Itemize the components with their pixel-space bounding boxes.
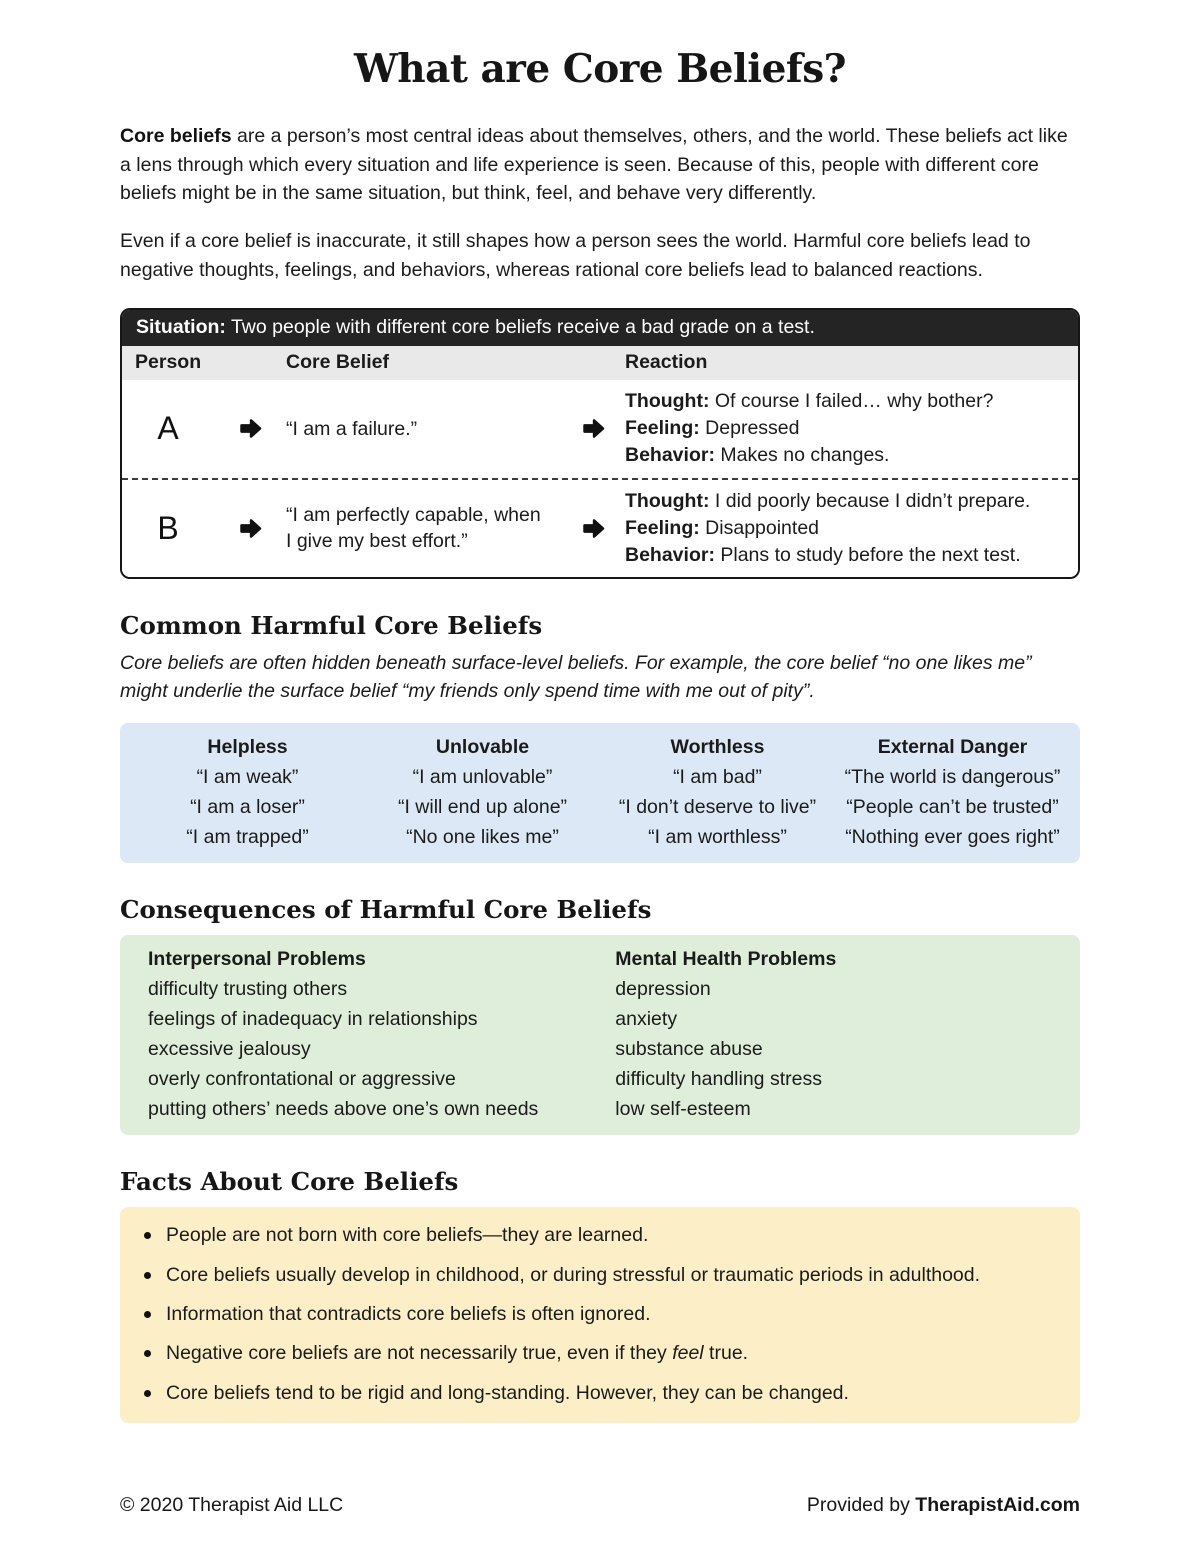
bullet-icon (144, 1232, 151, 1239)
page-title: What are Core Beliefs? (353, 46, 847, 92)
fact-text-post: true. (703, 1342, 749, 1365)
belief-item: “I am unlovable” (412, 766, 553, 789)
bullet-icon (144, 1311, 151, 1318)
fact-item (144, 1262, 1052, 1289)
table-row-person-b (122, 480, 1078, 577)
consequences-column-interpersonal (148, 948, 615, 1121)
fact-text: Core beliefs usually develop in childhood, or during stressful or traumatic periods in adulthood. (166, 1263, 981, 1286)
column-header-person: Person (135, 351, 202, 374)
provided-by-label: Provided by (806, 1494, 916, 1516)
situation-table-header-row (122, 346, 1078, 380)
provided-by-text (807, 1494, 1080, 1517)
belief-column-title: External Danger (877, 736, 1028, 759)
consequence-item: difficulty handling stress (615, 1068, 822, 1091)
reaction-a-behavior (625, 442, 1070, 469)
bullet-icon (144, 1390, 151, 1397)
reaction-b-feeling (625, 515, 1070, 542)
thought-text: Of course I failed… why bother? (709, 390, 994, 413)
column-header-reaction: Reaction (625, 351, 708, 374)
fact-text: Information that contradicts core beliefs is often ignored. (166, 1302, 651, 1325)
belief-column-helpless (130, 736, 365, 849)
belief-item: “People can’t be trusted” (846, 796, 1059, 819)
column-header-core-belief: Core Belief (286, 351, 389, 374)
fact-text (166, 1340, 748, 1367)
harmful-beliefs-intro: Core beliefs are often hidden beneath surface-level beliefs. For example, the core belief “no one likes me” might underlie the surface belief “my friends only spend time with me out of pity”. (120, 651, 1032, 703)
fact-text: People are not born with core beliefs—they are learned. (166, 1224, 649, 1247)
copyright-text: © 2020 Therapist Aid LLC (120, 1494, 344, 1516)
fact-item (144, 1301, 1052, 1328)
feeling-label: Feeling: (625, 516, 700, 539)
bullet-icon (144, 1350, 151, 1357)
core-belief-a: “I am a failure.” (286, 417, 418, 440)
right-arrow-icon (214, 415, 286, 442)
section-heading-facts: Facts About Core Beliefs (120, 1167, 459, 1197)
belief-item: “I don’t deserve to live” (618, 796, 817, 819)
belief-column-title: Unlovable (435, 736, 530, 759)
situation-text: Two people with different core beliefs receive a bad grade on a test. (225, 316, 815, 339)
belief-item: “No one likes me” (406, 826, 559, 849)
consequence-item: low self-esteem (615, 1098, 751, 1121)
belief-column-worthless (600, 736, 835, 849)
consequence-item: feelings of inadequacy in relationships (148, 1008, 478, 1031)
intro-paragraph-2: Even if a core belief is inaccurate, it still shapes how a person sees the world. Harmful core beliefs lead to negative thoughts, feelings, and behaviors, whereas rational core beliefs lead to balanced reactions. (120, 229, 1031, 281)
reaction-b-behavior (625, 542, 1070, 569)
right-arrow-icon (562, 515, 625, 542)
reaction-b-thought (625, 488, 1070, 515)
page-footer (120, 1494, 1080, 1517)
reaction-a-thought (625, 388, 1070, 415)
belief-item: “The world is dangerous” (844, 766, 1061, 789)
right-arrow-icon (562, 415, 625, 442)
feeling-text: Disappointed (699, 516, 820, 539)
right-arrow-icon (214, 515, 286, 542)
thought-label: Thought: (625, 489, 710, 512)
consequence-item: difficulty trusting others (148, 978, 348, 1001)
consequence-item: putting others’ needs above one’s own needs (148, 1098, 539, 1121)
situation-label: Situation: (136, 316, 226, 339)
belief-item: “I am trapped” (186, 826, 309, 849)
consequences-box (120, 935, 1080, 1135)
table-row-person-a (122, 380, 1078, 477)
section-heading-consequences: Consequences of Harmful Core Beliefs (120, 895, 652, 925)
thought-label: Thought: (625, 390, 710, 413)
thought-text: I did poorly because I didn’t prepare. (709, 489, 1031, 512)
belief-column-title: Worthless (670, 736, 765, 759)
fact-item (144, 1340, 1052, 1367)
belief-column-external-danger (835, 736, 1070, 849)
person-a-label: A (157, 410, 179, 447)
fact-text: Core beliefs tend to be rigid and long-standing. However, they can be changed. (166, 1381, 849, 1404)
intro-paragraph-1 (120, 122, 1080, 208)
belief-item: “Nothing ever goes right” (845, 826, 1060, 849)
fact-item (144, 1380, 1052, 1407)
reaction-a (625, 388, 1078, 469)
consequence-item: substance abuse (615, 1038, 763, 1061)
consequence-item: excessive jealousy (148, 1038, 311, 1061)
feeling-text: Depressed (699, 417, 800, 440)
belief-item: “I will end up alone” (397, 796, 568, 819)
situation-table-caption (122, 310, 1078, 346)
fact-item (144, 1222, 1052, 1249)
behavior-label: Behavior: (625, 543, 715, 566)
reaction-b (625, 488, 1078, 569)
fact-text-italic: feel (672, 1342, 704, 1365)
belief-column-title: Helpless (207, 736, 288, 759)
behavior-text: Makes no changes. (714, 444, 890, 467)
belief-item: “I am worthless” (648, 826, 787, 849)
belief-item: “I am bad” (673, 766, 762, 789)
core-belief-b: “I am perfectly capable, when I give my best effort.” (286, 503, 541, 553)
consequence-item: depression (615, 978, 711, 1001)
consequences-column-title: Mental Health Problems (615, 948, 837, 971)
belief-column-unlovable (365, 736, 600, 849)
section-heading-harmful-beliefs: Common Harmful Core Beliefs (120, 610, 543, 640)
belief-item: “I am weak” (196, 766, 299, 789)
harmful-beliefs-box (120, 723, 1080, 863)
situation-table (120, 308, 1080, 579)
facts-box (120, 1207, 1080, 1422)
consequences-column-mental-health (615, 948, 1052, 1121)
bullet-icon (144, 1272, 151, 1279)
reaction-a-feeling (625, 415, 1070, 442)
intro-bold-lead: Core beliefs (120, 125, 232, 147)
behavior-text: Plans to study before the next test. (714, 543, 1021, 566)
fact-text-pre: Negative core beliefs are not necessarily true, even if they (166, 1342, 673, 1365)
belief-item: “I am a loser” (190, 796, 305, 819)
consequence-item: overly confrontational or aggressive (148, 1068, 456, 1091)
feeling-label: Feeling: (625, 417, 700, 440)
consequence-item: anxiety (615, 1008, 678, 1031)
intro-paragraph-1-text: are a person’s most central ideas about themselves, others, and the world. These beliefs act like a lens through which every situation and life experience is seen. Because of this, people with different core beliefs might be in the same situation, but think, feel, and behave very differently. (120, 125, 1068, 205)
therapistaid-link[interactable]: TherapistAid.com (915, 1494, 1080, 1516)
behavior-label: Behavior: (625, 444, 715, 467)
person-b-label: B (157, 509, 179, 546)
consequences-column-title: Interpersonal Problems (148, 948, 366, 971)
